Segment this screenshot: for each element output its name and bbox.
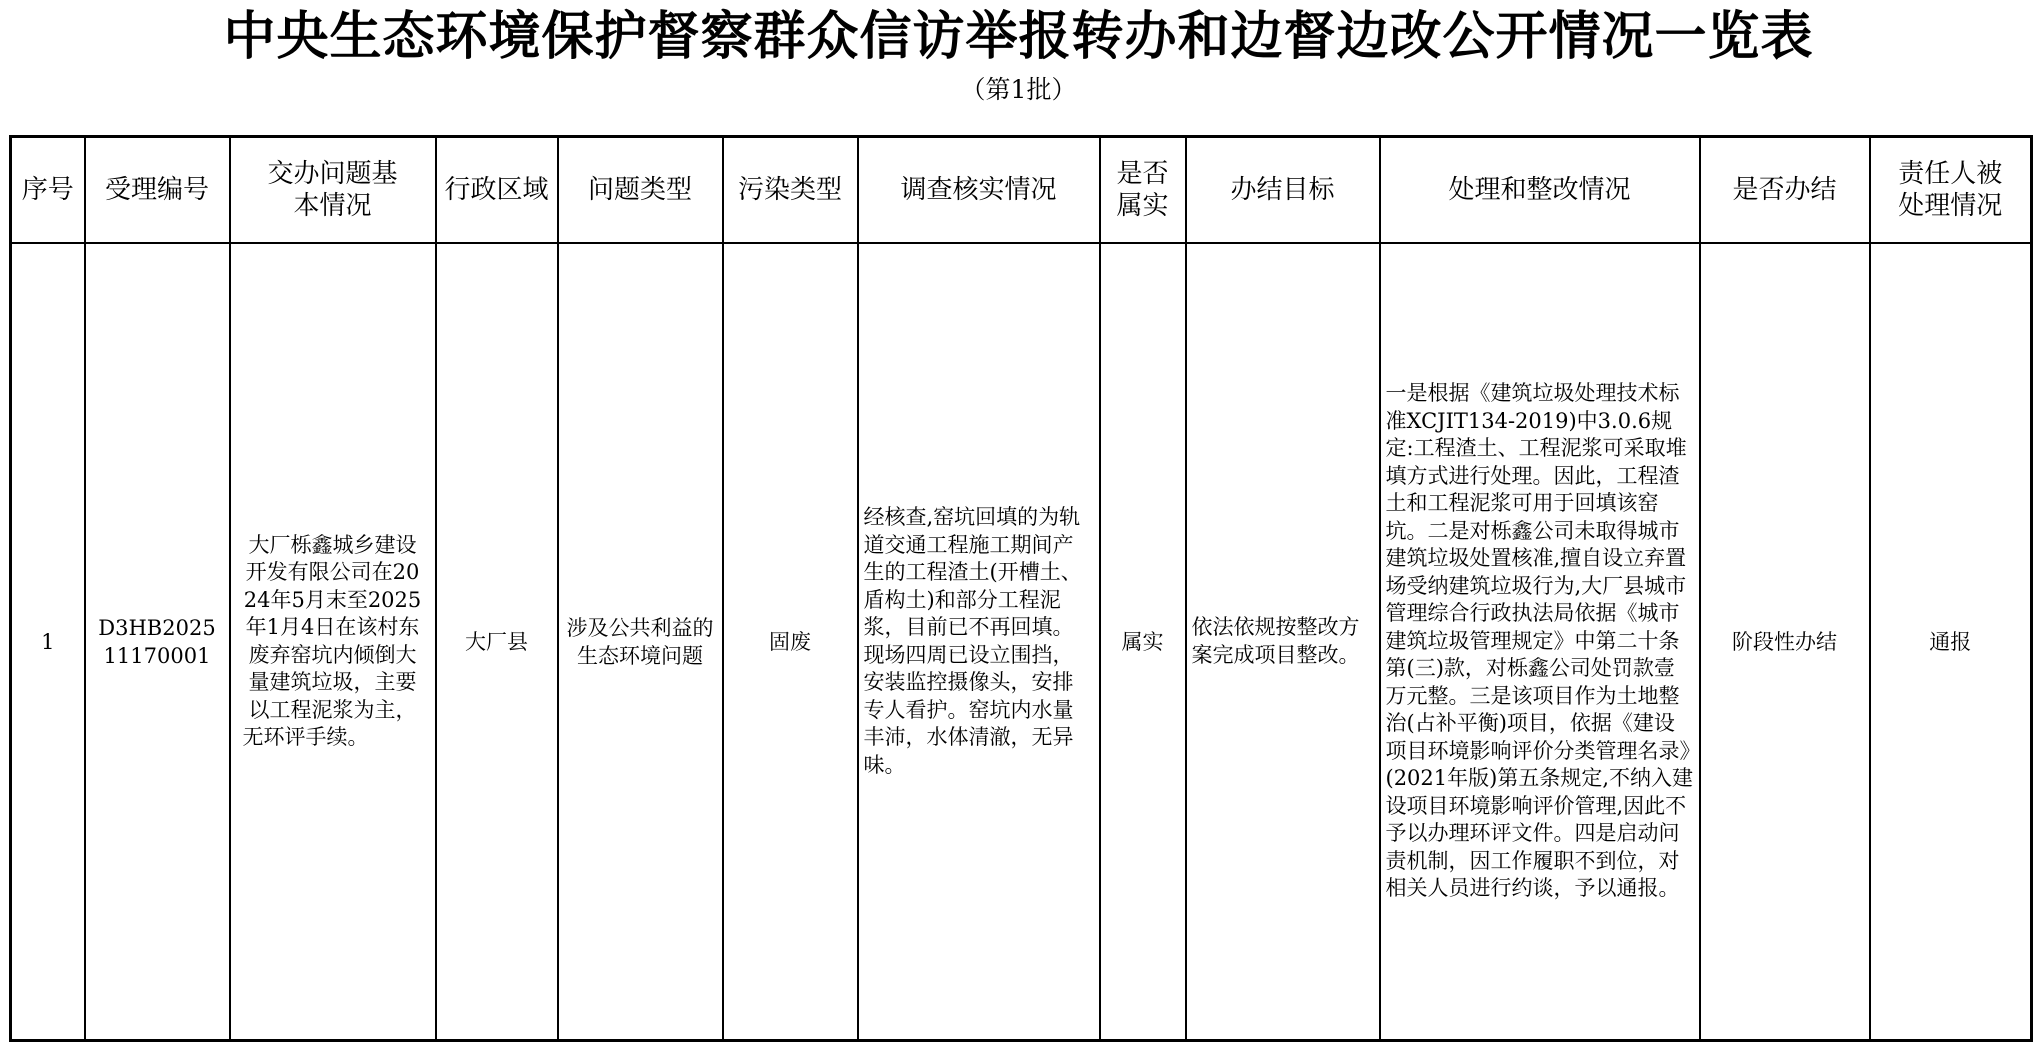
- header-rectification: 处理和整改情况: [1380, 137, 1700, 244]
- cell-rectification: 一是根据《建筑垃圾处理技术标准XCJIT134-2019)中3.0.6规定:工程渣土、工程泥浆可采取堆填方式进行处理。因此，工程渣土和工程泥浆可用于回填该窑坑。二是对栎鑫公司未取得城市建筑垃圾处置核准,擅自设立弃置场受纳建筑垃圾行为,大厂县城市管理综合行政执法局依据《城市建筑垃圾管理规定》中第二十条第(三)款，对栎鑫公司处罚款壹万元整。三是该项目作为土地整治(占补平衡)项目，依据《建设项目环境影响评价分类管理名录》(2021年版)第五条规定,不纳入建设项目环境影响评价管理,因此不予以办理环评文件。四是启动问责机制，因工作履职不到位，对相关人员进行约谈，予以通报。: [1380, 243, 1700, 1041]
- cell-target: 依法依规按整改方案完成项目整改。: [1186, 243, 1380, 1041]
- cell-case-no: D3HB202511170001: [85, 243, 230, 1041]
- header-target: 办结目标: [1186, 137, 1380, 244]
- header-closed: 是否办结: [1700, 137, 1870, 244]
- document-title: 中央生态环境保护督察群众信访举报转办和边督边改公开情况一览表: [223, 6, 1814, 67]
- header-district: 行政区域: [436, 137, 558, 244]
- cell-closed: 阶段性办结: [1700, 243, 1870, 1041]
- cell-issue-type: 涉及公共利益的生态环境问题: [558, 243, 723, 1041]
- cell-investigation: 经核查,窑坑回填的为轨道交通工程施工期间产生的工程渣土(开槽土、盾构土)和部分工程泥浆，目前已不再回填。现场四周已设立围挡，安装监控摄像头，安排专人看护。窑坑内水量丰沛，水体清澈，无异味。: [858, 243, 1100, 1041]
- cell-accountability: 通报: [1870, 243, 2032, 1041]
- cell-district: 大厂县: [436, 243, 558, 1041]
- petition-table: [9, 135, 2033, 1042]
- header-basic-info: 交办问题基本情况: [230, 137, 436, 244]
- header-verified: 是否属实: [1100, 137, 1186, 244]
- header-case-no: 受理编号: [85, 137, 230, 244]
- header-investigation: 调查核实情况: [858, 137, 1100, 244]
- header-issue-type: 问题类型: [558, 137, 723, 244]
- header-seq: 序号: [11, 137, 85, 244]
- header-row: [11, 137, 2032, 244]
- cell-verified: 属实: [1100, 243, 1186, 1041]
- batch-subtitle: （第1批）: [960, 75, 1077, 104]
- cell-seq: 1: [11, 243, 85, 1041]
- table-row: [11, 243, 2032, 1041]
- cell-basic-info: 大厂栎鑫城乡建设开发有限公司在2024年5月末至2025年1月4日在该村东废弃窑坑内倾倒大量建筑垃圾，主要以工程泥浆为主，无环评手续。: [230, 243, 436, 1041]
- cell-pollution-type: 固废: [723, 243, 858, 1041]
- header-pollution-type: 污染类型: [723, 137, 858, 244]
- header-accountability: 责任人被处理情况: [1870, 137, 2032, 244]
